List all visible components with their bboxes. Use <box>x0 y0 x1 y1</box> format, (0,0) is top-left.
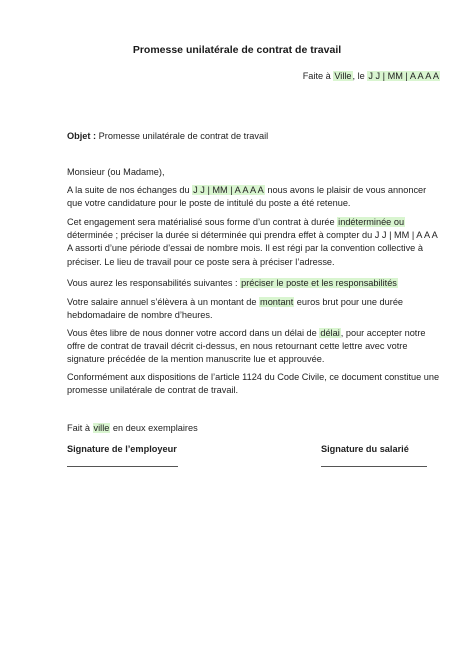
p2-highlight: indéterminée ou <box>338 217 405 227</box>
paragraph-2 <box>67 216 442 269</box>
fait-text-a: Fait à <box>67 423 93 433</box>
dateline-mid: , le <box>352 71 368 81</box>
p1-text-b: nous avons le plaisir de vous annoncer que votre candidature pour le poste de intitulé du poste a été retenue. <box>67 185 427 209</box>
p2-text-a: Cet engagement sera matérialisé sous forme d’un contrat à durée <box>67 217 338 227</box>
p1-text-a: A la suite de nos échanges du <box>67 185 193 195</box>
p4-text-b: euros brut pour une durée hebdomadaire de nombre d’heures. <box>67 297 404 321</box>
paragraph-1 <box>67 184 442 210</box>
p3-text-a: Vous aurez les responsabilités suivantes : <box>67 278 241 288</box>
signature-employer-label: Signature de l’employeur <box>67 444 177 454</box>
objet-label: Objet : <box>67 131 97 141</box>
p1-date: J J | MM | A A A A <box>193 185 264 195</box>
dateline-date: J J | MM | A A A A <box>368 71 439 81</box>
paragraph-6: Conformément aux dispositions de l’article 1124 du Code Civile, ce document constitue une promesse unilatérale de contrat de travail. <box>67 372 440 396</box>
fait-city: ville <box>93 423 110 433</box>
document-title: Promesse unilatérale de contrat de travail <box>132 44 342 56</box>
dateline-prefix: Faite à <box>302 71 334 81</box>
p5-highlight: délai <box>320 328 340 338</box>
signature-employee-label: Signature du salarié <box>321 444 409 454</box>
p5-text-b: , pour accepter notre offre de contrat de travail décrit ci-dessus, en nous retournant cette lettre avec votre signature précédée de la mention manuscrite lue et approuvée. <box>67 328 426 365</box>
objet-line <box>67 130 442 143</box>
dateline <box>303 71 440 81</box>
paragraph-3 <box>67 277 442 290</box>
fait-line <box>67 422 442 435</box>
p4-highlight: montant <box>260 297 294 307</box>
p5-text-a: Vous êtes libre de nous donner votre accord dans un délai de <box>67 328 320 338</box>
signature-employer-line <box>67 466 178 467</box>
p3-highlight: préciser le poste et les responsabilités <box>241 278 397 288</box>
objet-text: Promesse unilatérale de contrat de travail <box>96 131 269 141</box>
paragraph-4 <box>67 296 442 322</box>
salutation: Monsieur (ou Madame), <box>67 167 165 177</box>
p4-text-a: Votre salaire annuel s’élèvera à un montant de <box>67 297 260 307</box>
dateline-city: Ville <box>334 71 352 81</box>
fait-text-b: en deux exemplaires <box>110 423 198 433</box>
signature-employee-line <box>321 466 427 467</box>
p2-text-b: déterminée ; préciser la durée si déterminée qui prendra effet à compter du J J | MM | A A A A assorti d’une période d’essai de nombre mois. Il est régi par la convention collective à préciser. Le lieu de travail pour ce poste sera à préciser l’adresse. <box>67 230 438 267</box>
paragraph-5 <box>67 327 442 367</box>
